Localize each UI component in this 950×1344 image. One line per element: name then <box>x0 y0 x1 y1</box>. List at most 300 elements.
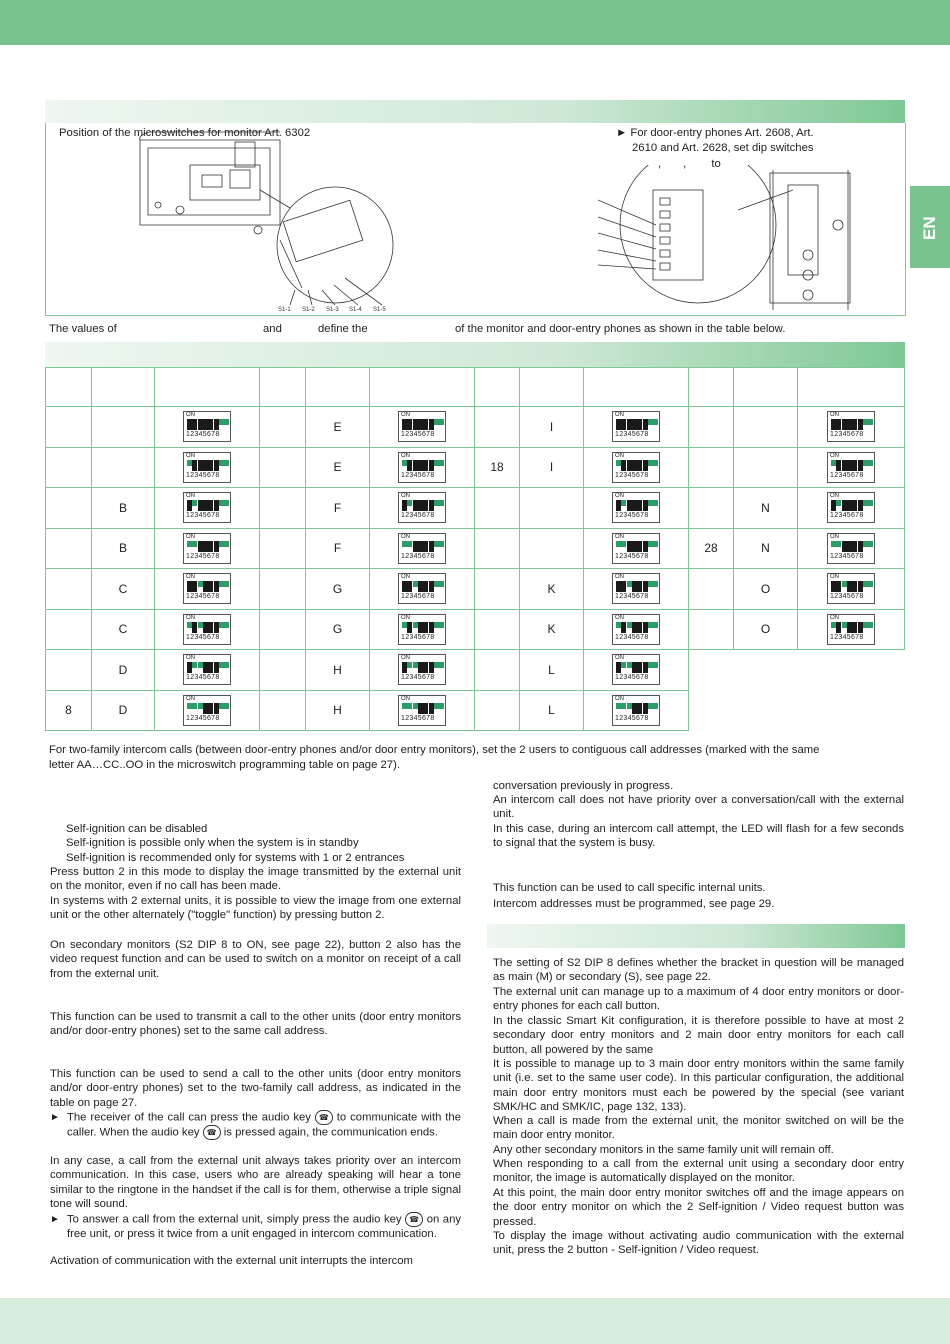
dip-switch-cell <box>798 488 905 529</box>
dip-on-label: ON <box>186 614 195 621</box>
self-ignition-para-3: On secondary monitors (S2 DIP 8 to ON, see page 22), button 2 also has the video request function and can be used to switch on a monitor on receipt of a call from the external unit. <box>50 939 461 980</box>
dip-switch-lever <box>214 581 219 592</box>
right-para-6: The setting of S2 DIP 8 defines whether the bracket in question will be managed as main (M) or secondary (S), see page 22. <box>493 957 904 984</box>
dip-switch-lever <box>407 622 412 633</box>
dip-switch-lever <box>214 622 219 633</box>
dip-switch-lever <box>616 460 621 466</box>
priority-para: In any case, a call from the external unit always takes priority over an intercom communication. In this case, users who are already speaking will hear a tone similar to the ringtone in the handset if the call is for them, otherwise a triple signal tone will sound. <box>50 1155 461 1211</box>
dip-switch-lever <box>402 581 407 592</box>
dip-switch-lever <box>632 500 637 511</box>
dip-switch-lever <box>616 541 621 547</box>
dip-switch-icon <box>183 654 231 685</box>
table-cell: H <box>306 690 370 731</box>
dip-switch-lever <box>407 460 412 471</box>
table-cell: C <box>92 569 155 610</box>
dip-switch-cell <box>584 609 689 650</box>
dip-switch-lever <box>621 703 626 709</box>
table-cell: 28 <box>689 528 734 569</box>
table-cell <box>734 407 798 448</box>
dip-on-label: ON <box>830 412 839 419</box>
dip-switch-lever <box>224 419 229 425</box>
doorphone-dipswitch-drawing <box>598 165 860 313</box>
dip-switch-lever <box>418 500 423 511</box>
dip-switch-lever <box>413 541 418 552</box>
table-cell <box>260 447 306 488</box>
dip-switch-lever <box>627 662 632 668</box>
switch-label-4: S1-4 <box>349 307 362 313</box>
dip-switch-lever <box>208 419 213 430</box>
header-cell <box>475 368 520 407</box>
dip-switch-lever <box>653 662 658 668</box>
dip-on-label: ON <box>186 412 195 419</box>
dip-switch-lever <box>637 622 642 633</box>
dip-switch-lever <box>852 622 857 633</box>
table-cell: N <box>734 528 798 569</box>
dip-switch-lever <box>842 419 847 430</box>
table-cell: H <box>306 650 370 691</box>
right-para-13: At this point, the main door entry monitor switches off and the image appears on the door entry monitor on which the 2 Self-ignition / Video request button was pressed. <box>493 1187 904 1228</box>
dip-switch-lever <box>434 581 439 587</box>
dip-switch-lever <box>643 460 648 471</box>
table-header-row <box>46 368 905 407</box>
dip-switch-lever <box>203 500 208 511</box>
dip-switch-lever <box>852 419 857 430</box>
dip-switch-lever <box>439 662 444 668</box>
dip-numbers: 12345678 <box>186 633 220 641</box>
dip-switch-lever <box>224 703 229 709</box>
dip-numbers: 12345678 <box>401 714 435 722</box>
table-cell: N <box>734 488 798 529</box>
dip-switch-lever <box>219 460 224 466</box>
dip-switch-lever <box>831 541 836 547</box>
dip-switch-lever <box>423 662 428 673</box>
dip-switch-lever <box>621 500 626 506</box>
dip-switch-cell <box>370 488 475 529</box>
dip-switch-lever <box>208 500 213 511</box>
dip-switch-cell <box>584 488 689 529</box>
handset-icon: ☎ <box>315 1110 333 1125</box>
dip-switch-lever <box>637 460 642 471</box>
dip-switch-lever <box>616 500 621 511</box>
dip-switch-lever <box>831 500 836 511</box>
table-cell: L <box>520 650 584 691</box>
dip-switch-lever <box>439 703 444 709</box>
dip-switch-lever <box>192 581 197 592</box>
dip-numbers: 12345678 <box>186 471 220 479</box>
audio-key-para <box>67 1110 461 1140</box>
dip-switch-lever <box>429 541 434 552</box>
dip-switch-lever <box>224 460 229 466</box>
dip-switch-cell <box>155 569 260 610</box>
dip-switch-lever <box>643 500 648 511</box>
dip-switch-icon <box>398 492 446 523</box>
dip-switch-lever <box>434 541 439 547</box>
dip-switch-lever <box>192 622 197 633</box>
dip-switch-lever <box>214 460 219 471</box>
dip-on-label: ON <box>615 655 624 662</box>
dip-switch-lever <box>842 460 847 471</box>
table-cell <box>260 569 306 610</box>
dip-switch-cell <box>584 447 689 488</box>
dip-switch-cell <box>798 447 905 488</box>
dip-switch-lever <box>868 622 873 628</box>
dip-switch-icon <box>612 452 660 483</box>
self-ignition-para-1: Press button 2 in this mode to display the image transmitted by the external unit on the monitor, even if no call has been made. <box>50 866 461 893</box>
dip-switch-cell <box>155 528 260 569</box>
dip-switch-lever <box>407 419 412 430</box>
dip-switch-lever <box>439 541 444 547</box>
dip-on-label: ON <box>830 493 839 500</box>
dip-switch-lever <box>423 419 428 430</box>
dip-switch-lever <box>413 500 418 511</box>
dip-on-label: ON <box>401 655 410 662</box>
header-cell <box>260 368 306 407</box>
empty-cell <box>734 690 798 731</box>
dip-numbers: 12345678 <box>615 714 649 722</box>
dip-switch-icon <box>827 614 875 645</box>
dip-switch-cell <box>798 407 905 448</box>
dip-switch-lever <box>429 460 434 471</box>
right-para-9 <box>493 1057 904 1115</box>
dip-switch-lever <box>187 500 192 511</box>
dip-switch-lever <box>847 460 852 471</box>
dip-switch-lever <box>429 419 434 430</box>
dip-switch-lever <box>632 460 637 471</box>
dip-switch-lever <box>219 662 224 668</box>
dip-switch-lever <box>214 703 219 714</box>
dip-switch-lever <box>653 419 658 425</box>
dip-on-label: ON <box>830 574 839 581</box>
dip-switch-lever <box>637 541 642 552</box>
section-header-main-secondary <box>487 924 905 948</box>
empty-cell <box>798 690 905 731</box>
dip-switch-lever <box>407 703 412 709</box>
switch-label-5: S1-5 <box>373 307 386 313</box>
dip-switch-lever <box>413 703 418 709</box>
table-cell: I <box>520 447 584 488</box>
dip-on-label: ON <box>401 695 410 702</box>
dip-numbers: 12345678 <box>186 593 220 601</box>
dip-on-label: ON <box>186 695 195 702</box>
dip-switch-lever <box>868 541 873 547</box>
values-text-c: define the <box>318 323 368 335</box>
right-para-3: In this case, during an intercom call attempt, the LED will flash for a few seconds to signal that the system is busy. <box>493 823 904 850</box>
dip-on-label: ON <box>615 574 624 581</box>
dip-switch-icon <box>612 573 660 604</box>
switch-label-2: S1-2 <box>302 307 315 313</box>
switch-label-3: S1-3 <box>326 307 339 313</box>
dip-switch-lever <box>402 500 407 511</box>
dip-switch-lever <box>187 703 192 709</box>
dip-numbers: 12345678 <box>615 674 649 682</box>
dip-switch-lever <box>198 622 203 628</box>
dip-switch-cell <box>155 650 260 691</box>
dip-numbers: 12345678 <box>186 431 220 439</box>
dip-switch-lever <box>187 622 192 628</box>
table-cell <box>475 407 520 448</box>
dip-switch-cell <box>155 690 260 731</box>
dip-switch-cell <box>370 407 475 448</box>
dip-switch-lever <box>214 662 219 673</box>
dip-switch-lever <box>429 703 434 714</box>
table-cell <box>475 650 520 691</box>
dip-switch-lever <box>208 460 213 471</box>
dip-switch-lever <box>648 500 653 506</box>
dip-switch-cell <box>370 650 475 691</box>
dip-switch-lever <box>836 541 841 547</box>
table-row <box>46 690 905 731</box>
dip-switch-lever <box>858 500 863 511</box>
dip-switch-lever <box>203 662 208 673</box>
dip-switch-lever <box>219 500 224 506</box>
header-cell <box>584 368 689 407</box>
table-cell <box>46 407 92 448</box>
dip-switch-icon <box>612 411 660 442</box>
table-cell: K <box>520 569 584 610</box>
right-para-4: This function can be used to call specific internal units. <box>493 882 766 894</box>
table-cell: C <box>92 609 155 650</box>
dip-switch-lever <box>863 581 868 587</box>
table-row <box>46 488 905 529</box>
table-cell <box>46 488 92 529</box>
dip-switch-lever <box>192 541 197 547</box>
dip-switch-lever <box>627 541 632 552</box>
dip-switch-lever <box>632 541 637 552</box>
dip-switch-lever <box>627 460 632 471</box>
dip-numbers: 12345678 <box>830 471 864 479</box>
dip-switch-icon <box>612 614 660 645</box>
table-row <box>46 447 905 488</box>
right-para-11: Any other secondary monitors in the same family unit will remain off. <box>493 1144 834 1156</box>
dip-switch-lever <box>423 460 428 471</box>
dip-switch-cell <box>584 407 689 448</box>
dip-switch-lever <box>831 419 836 430</box>
dip-on-label: ON <box>186 655 195 662</box>
caption-doorphone-1: ► For door-entry phones Art. 2608, Art. <box>616 127 814 139</box>
dip-switch-lever <box>858 622 863 633</box>
table-cell <box>520 488 584 529</box>
dip-switch-lever <box>637 419 642 430</box>
dip-switch-lever <box>203 581 208 592</box>
dip-switch-lever <box>858 419 863 430</box>
right-para-9-b: (see variant SMK/HC and SMK/IC, page 132, 133). <box>493 1086 904 1114</box>
dip-switch-lever <box>439 622 444 628</box>
dip-on-label: ON <box>401 533 410 540</box>
dip-switch-lever <box>187 662 192 673</box>
dip-switch-lever <box>632 662 637 673</box>
dip-switch-lever <box>621 581 626 592</box>
dip-switch-lever <box>648 703 653 709</box>
caption-doorphone-2: 2610 and Art. 2628, set dip switches <box>632 142 814 154</box>
dip-numbers: 12345678 <box>401 431 435 439</box>
dip-switch-lever <box>863 622 868 628</box>
dip-switch-lever <box>187 541 192 547</box>
table-row <box>46 609 905 650</box>
dip-on-label: ON <box>615 695 624 702</box>
dip-switch-lever <box>429 500 434 511</box>
dip-switch-icon <box>183 452 231 483</box>
dip-switch-lever <box>852 500 857 511</box>
dip-switch-lever <box>187 581 192 592</box>
dip-on-label: ON <box>615 493 624 500</box>
table-cell <box>46 569 92 610</box>
dip-switch-lever <box>192 703 197 709</box>
dip-switch-lever <box>208 581 213 592</box>
answer-call-text-a: To answer a call from the external unit, simply press the audio key <box>67 1213 402 1226</box>
table-cell <box>734 447 798 488</box>
dip-on-label: ON <box>615 412 624 419</box>
dip-switch-lever <box>439 581 444 587</box>
values-text-b: and <box>263 323 282 335</box>
dip-switch-lever <box>192 419 197 430</box>
dip-switch-lever <box>219 419 224 425</box>
dip-on-label: ON <box>830 614 839 621</box>
dip-switch-lever <box>407 662 412 668</box>
dip-switch-icon <box>183 533 231 564</box>
dip-switch-lever <box>847 541 852 552</box>
dip-switch-lever <box>868 500 873 506</box>
dip-switch-lever <box>208 541 213 552</box>
table-cell <box>260 488 306 529</box>
dip-numbers: 12345678 <box>186 674 220 682</box>
dip-switch-lever <box>434 419 439 425</box>
dip-switch-lever <box>863 541 868 547</box>
dip-switch-icon <box>398 573 446 604</box>
dip-switch-lever <box>224 581 229 587</box>
table-cell <box>689 609 734 650</box>
dip-switch-icon <box>398 533 446 564</box>
table-cell <box>520 528 584 569</box>
empty-cell <box>689 690 734 731</box>
dip-switch-icon <box>827 452 875 483</box>
table-cell: B <box>92 488 155 529</box>
header-cell <box>734 368 798 407</box>
dip-numbers: 12345678 <box>615 593 649 601</box>
dip-on-label: ON <box>186 574 195 581</box>
dip-switch-lever <box>632 419 637 430</box>
table-cell: E <box>306 407 370 448</box>
dip-switch-lever <box>831 581 836 592</box>
dip-switch-lever <box>643 703 648 714</box>
language-label: EN <box>920 216 939 240</box>
dip-switch-lever <box>627 622 632 628</box>
table-cell <box>92 407 155 448</box>
dip-switch-lever <box>224 541 229 547</box>
dip-switch-lever <box>407 541 412 547</box>
dip-switch-lever <box>621 460 626 471</box>
dip-switch-icon <box>183 492 231 523</box>
dip-switch-lever <box>616 419 621 430</box>
table-cell: I <box>520 407 584 448</box>
dip-switch-lever <box>198 703 203 709</box>
footer-bar <box>0 1298 950 1344</box>
self-ignition-bullet-2: Self-ignition is possible only when the system is in standby <box>66 837 359 849</box>
dip-switch-lever <box>836 581 841 592</box>
dip-switch-lever <box>831 622 836 628</box>
dip-switch-lever <box>621 541 626 547</box>
dip-switch-lever <box>219 622 224 628</box>
dip-switch-cell <box>370 609 475 650</box>
header-cell <box>520 368 584 407</box>
table-cell: O <box>734 569 798 610</box>
twofamily-note-1: For two-family intercom calls (between door-entry phones and/or door entry monitors), set the 2 users to contiguous call addresses (marked with the same <box>49 744 820 756</box>
dip-switch-lever <box>187 460 192 466</box>
header-cell <box>155 368 260 407</box>
dip-switch-lever <box>842 500 847 511</box>
answer-call-text-b: on any free unit, or press it twice from a unit engaged in intercom communication. <box>67 1213 462 1240</box>
dip-switch-cell <box>798 528 905 569</box>
dip-switch-lever <box>402 662 407 673</box>
table-cell <box>260 407 306 448</box>
dip-switch-lever <box>407 581 412 592</box>
dip-switch-lever <box>198 419 203 430</box>
dip-numbers: 12345678 <box>186 552 220 560</box>
dip-numbers: 12345678 <box>830 552 864 560</box>
right-para-14: To display the image without activating audio communication with the external unit, press the 2 button - Self-ignition / Video request. <box>493 1230 904 1257</box>
right-para-2: An intercom call does not have priority over a conversation/call with the external unit. <box>493 794 904 821</box>
dip-on-label: ON <box>830 533 839 540</box>
dip-switch-icon <box>183 573 231 604</box>
table-cell: D <box>92 690 155 731</box>
dip-switch-lever <box>439 460 444 466</box>
dip-switch-lever <box>198 662 203 668</box>
dip-on-label: ON <box>401 493 410 500</box>
audio-key-text-c: is pressed again, the communication ends. <box>223 1126 438 1139</box>
dip-switch-lever <box>423 703 428 714</box>
table-row <box>46 569 905 610</box>
dip-switch-cell <box>370 690 475 731</box>
table-cell <box>260 650 306 691</box>
dip-switch-lever <box>423 581 428 592</box>
dip-switch-lever <box>219 541 224 547</box>
dip-switch-lever <box>868 419 873 425</box>
dip-switch-lever <box>434 703 439 709</box>
dip-switch-lever <box>413 581 418 587</box>
dip-switch-lever <box>653 581 658 587</box>
dip-switch-lever <box>429 581 434 592</box>
dip-numbers: 12345678 <box>615 431 649 439</box>
self-ignition-para-2: In systems with 2 external units, it is possible to view the image from one external unit or the other alternately ("toggle" function) by pressing button 2. <box>50 895 461 922</box>
table-cell <box>689 447 734 488</box>
dip-switch-lever <box>858 541 863 552</box>
dip-switch-lever <box>847 500 852 511</box>
table-cell: G <box>306 569 370 610</box>
intercom-same-address-para: This function can be used to transmit a call to the other units (door entry monitors and/or door-entry phones) set to the same call address. <box>50 1011 461 1038</box>
address-table <box>45 367 905 731</box>
dip-numbers: 12345678 <box>401 512 435 520</box>
dip-numbers: 12345678 <box>401 552 435 560</box>
dip-switch-lever <box>198 500 203 511</box>
audio-key-text-a: The receiver of the call can press the audio key <box>67 1111 311 1124</box>
header-cell <box>46 368 92 407</box>
dip-switch-lever <box>632 581 637 592</box>
empty-cell <box>798 650 905 691</box>
dip-switch-icon <box>612 492 660 523</box>
dip-numbers: 12345678 <box>615 471 649 479</box>
dip-switch-lever <box>653 541 658 547</box>
caption-doorphone-3: , , to <box>658 158 721 170</box>
twofamily-call-para: This function can be used to send a call to the other units (door entry monitors and/or door-entry phones) set to the two-family call address, as indicated in the table on page 27. <box>50 1068 461 1109</box>
table-cell <box>46 650 92 691</box>
dip-numbers: 12345678 <box>186 714 220 722</box>
dip-switch-lever <box>224 662 229 668</box>
table-cell <box>475 690 520 731</box>
dip-switch-lever <box>643 541 648 552</box>
dip-switch-lever <box>863 419 868 425</box>
dip-switch-icon <box>398 695 446 726</box>
dip-numbers: 12345678 <box>830 593 864 601</box>
dip-switch-lever <box>413 622 418 628</box>
